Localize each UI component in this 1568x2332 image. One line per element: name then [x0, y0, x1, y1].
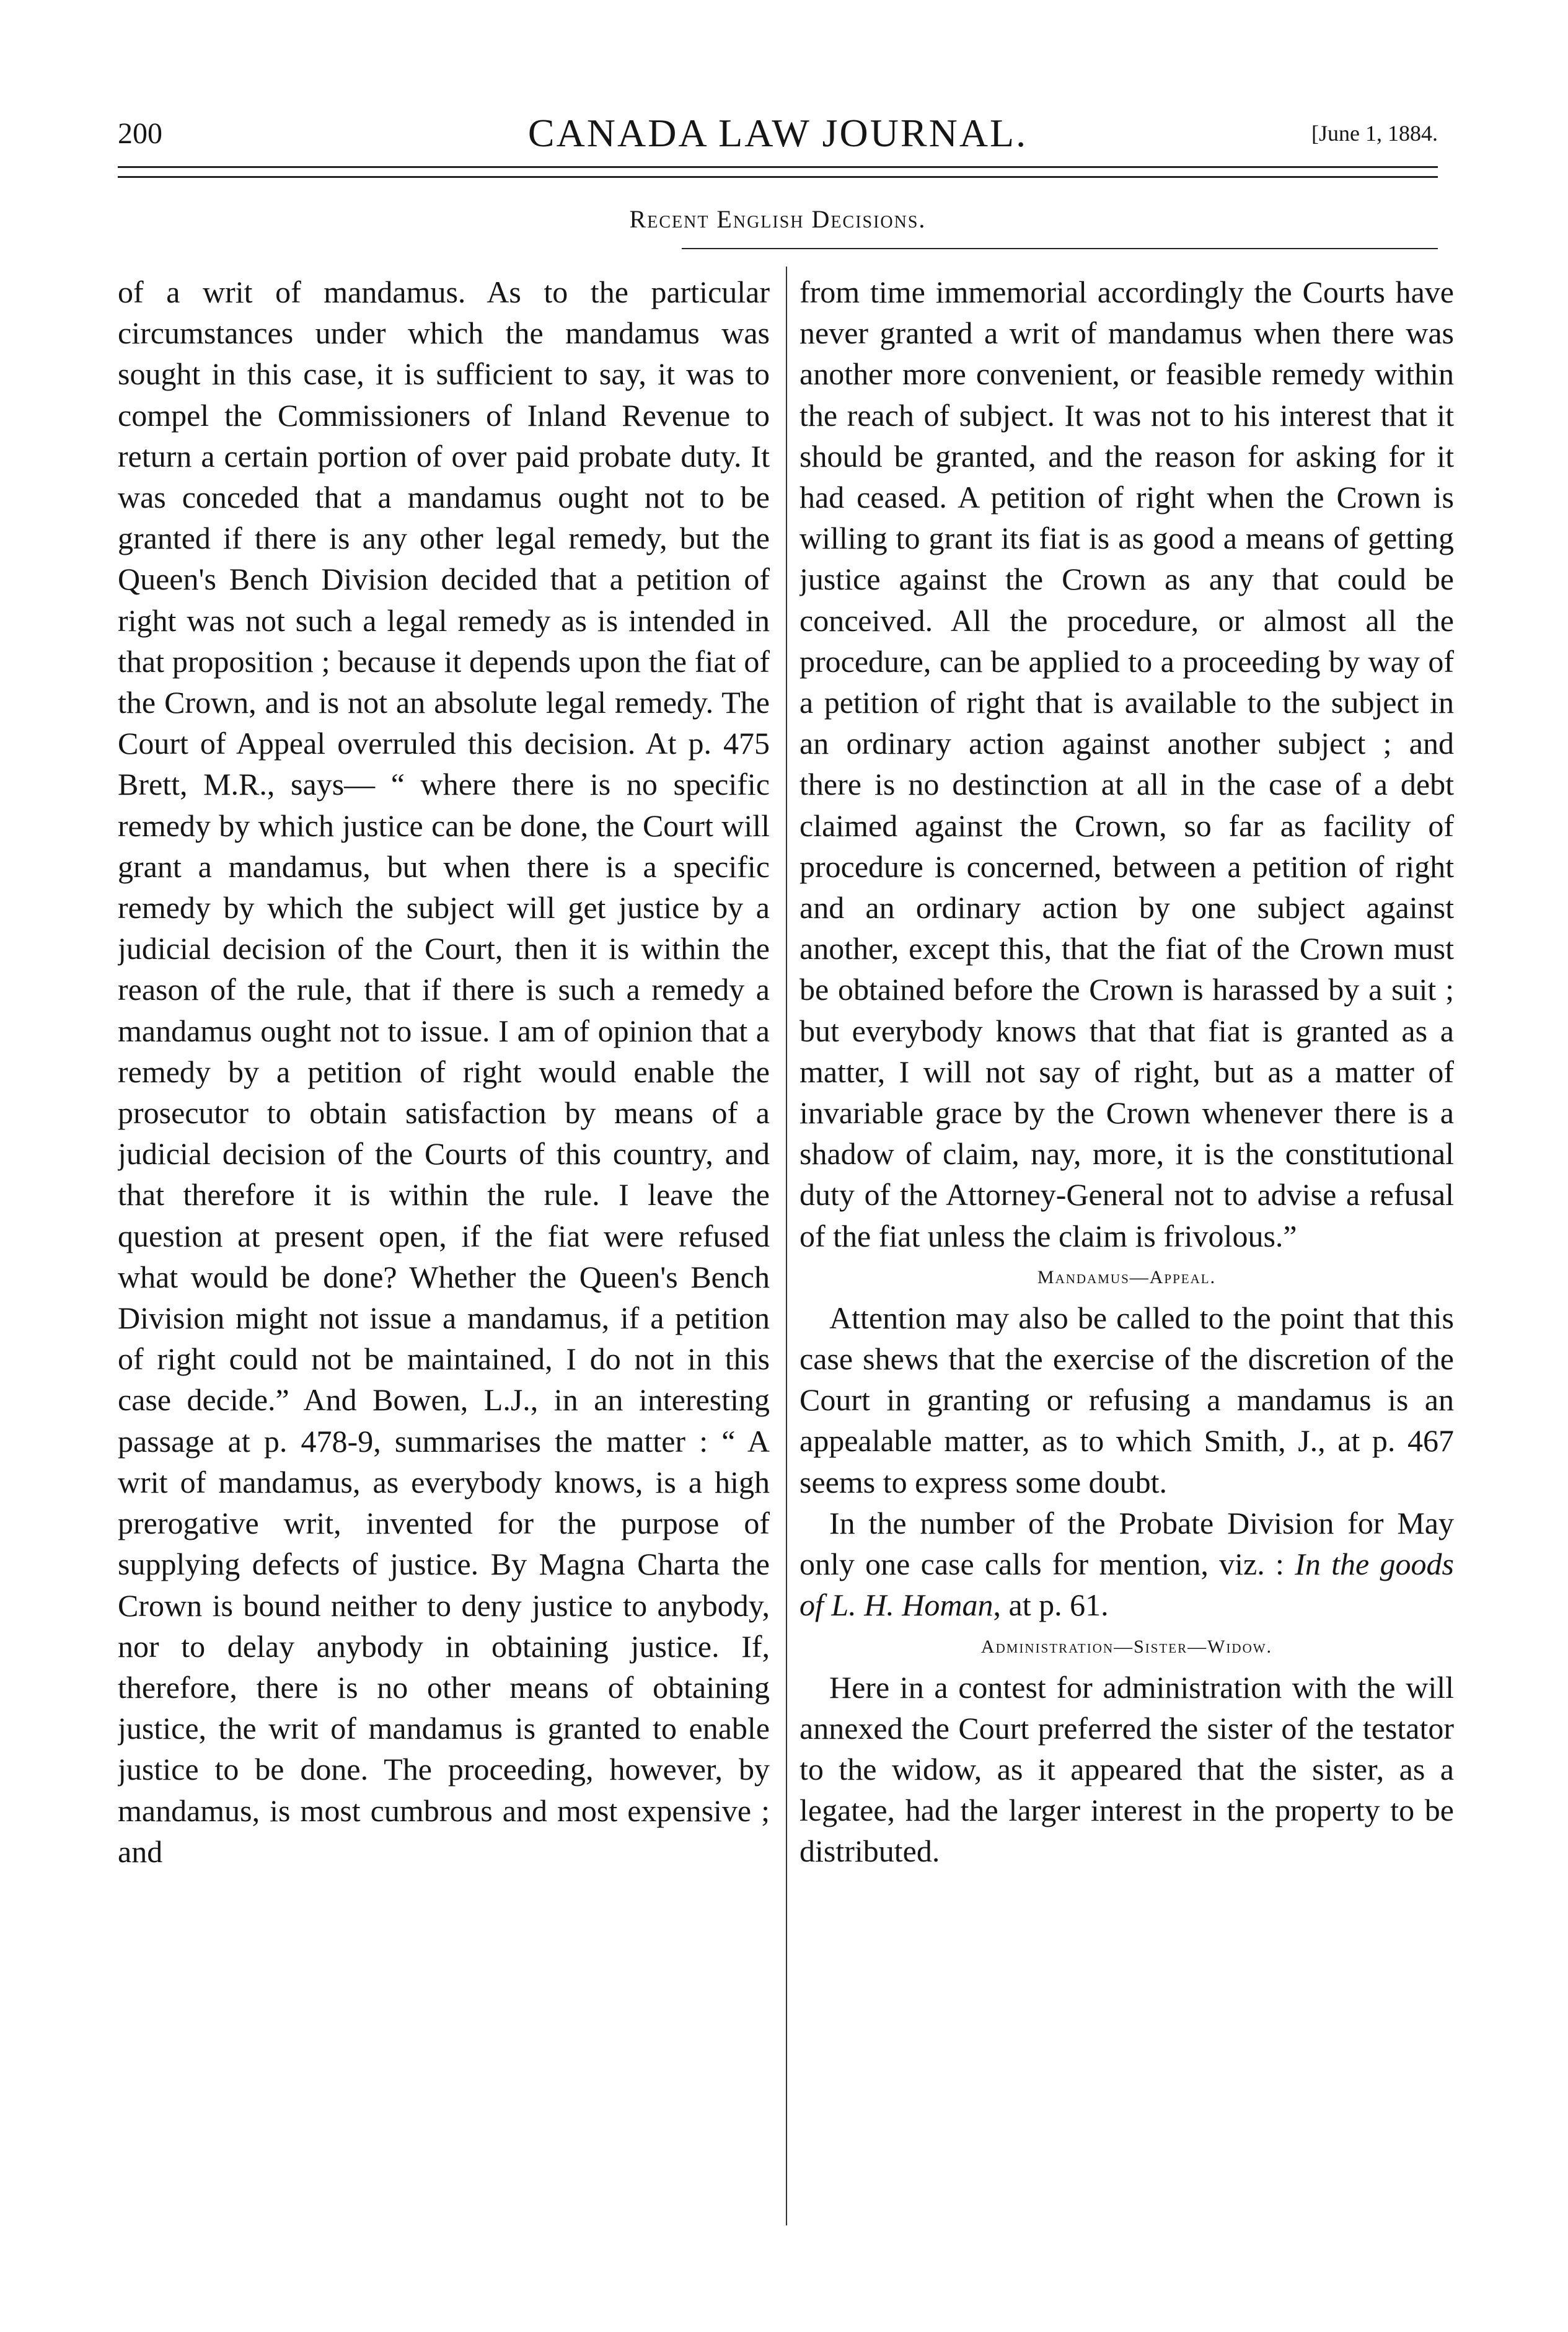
section-rule [682, 248, 1438, 249]
right-paragraph-probate [799, 1503, 1454, 1626]
header-rule-top [118, 166, 1438, 168]
probate-text-after: , at p. 61. [993, 1588, 1109, 1623]
left-column [118, 272, 770, 2218]
running-head [118, 110, 1438, 166]
page-number: 200 [118, 117, 162, 150]
right-paragraph-appeal: Attention may also be called to the point that this case shews that the exercise of the discretion of the Court in granting or refusing a mandamus is an appealable matter, as to which Smith, J., at p. 467 seems to express some doubt. [799, 1300, 1454, 1499]
header-rule-bottom [118, 176, 1438, 178]
right-paragraph-quote: from time immemorial accordingly the Courts have never granted a writ of mandamus when there was another more convenient, or feasible remedy within the reach of subject. It was not to his interest that it should be granted, and the reason for asking for it had ceased. A petition of right when the Crown is willing to grant its fiat is as good a means of getting justice against the Crown as any that could be conceived. All the procedure, or almost all the procedure, can be applied to a proceeding by way of a petition of right that is available to the subject in an ordinary action against another subject ; and there is no destinction at all in the case of a debt claimed against the Crown, so far as facility of procedure is concerned, between a petition of right and an ordinary action by one subject against another, except this, that the fiat of the Crown must be obtained before the Crown is harassed by a suit ; but everybody knows that that fiat is granted as a matter, I will not say of right, but as a matter of invariable grace by the Crown whenever there is a shadow of claim, nay, more, it is the constitutional duty of the Attorney-General not to advise a refusal of the fiat unless the claim is frivolous.” [799, 275, 1454, 1253]
subhead-administration: Administration—Sister—Widow. [980, 1636, 1273, 1657]
case-name: In the goods of L. H. Homan [799, 1547, 1454, 1623]
journal-title: CANADA LAW JOURNAL. [527, 111, 1028, 155]
column-divider [786, 267, 787, 2225]
issue-date: [June 1, 1884. [1311, 121, 1438, 146]
right-paragraph-administration: Here in a contest for administration with the will annexed the Court preferred the sister of the testator to the widow, as it appeared that the sister, as a legatee, had the larger interest in the property to be distributed. [799, 1669, 1454, 1869]
subhead-mandamus-appeal: Mandamus—Appeal. [1037, 1266, 1217, 1287]
left-paragraph: of a writ of mandamus. As to the particular circumstances under which the mandamus was sought in this case, it is sufficient to say, it was to compel the Commissioners of Inland Revenue to return a certain portion of over paid probate duty. It was conceded that a mandamus ought not to be granted if there is any other legal remedy, but the Queen's Bench Division decided that a petition of right was not such a legal remedy as is intended in that proposition ; because it depends upon the fiat of the Crown, and is not an absolute legal remedy. The Court of Appeal overruled this decision. At p. 475 Brett, M.R., says— “ where there is no specific remedy by which justice can be done, the Court will grant a mandamus, but when there is a specific remedy by which the subject will get justice by a judicial decision of the Court, then it is within the reason of the rule, that if there is such a remedy a mandamus ought not to issue. I am of opinion that a remedy by a petition of right would enable the prosecutor to obtain satisfaction by means of a judicial decision of the Courts of this country, and that therefore it is within the rule. I leave the question at present open, if the fiat were refused what would be done? Whether the Queen's Bench Division might not issue a mandamus, if a petition of right could not be maintained, I do not in this case decide.” And Bowen, L.J., in an interesting passage at p. 478-9, summarises the matter : “ A writ of mandamus, as everybody knows, is a high prerogative writ, invented for the purpose of supplying defects of justice. By Magna Charta the Crown is bound neither to deny justice to anybody, nor to delay anybody in obtaining justice. If, therefore, there is no other means of obtaining justice, the writ of mandamus is granted to enable justice to be done. The proceeding, however, by mandamus, is most cumbrous and most expensive ; and [118, 275, 770, 1869]
section-title: Recent English Decisions. [629, 205, 927, 233]
right-column [799, 272, 1454, 2218]
probate-text-before: In the number of the Probate Division for May only one case calls for mention, viz. : [799, 1505, 1454, 1582]
